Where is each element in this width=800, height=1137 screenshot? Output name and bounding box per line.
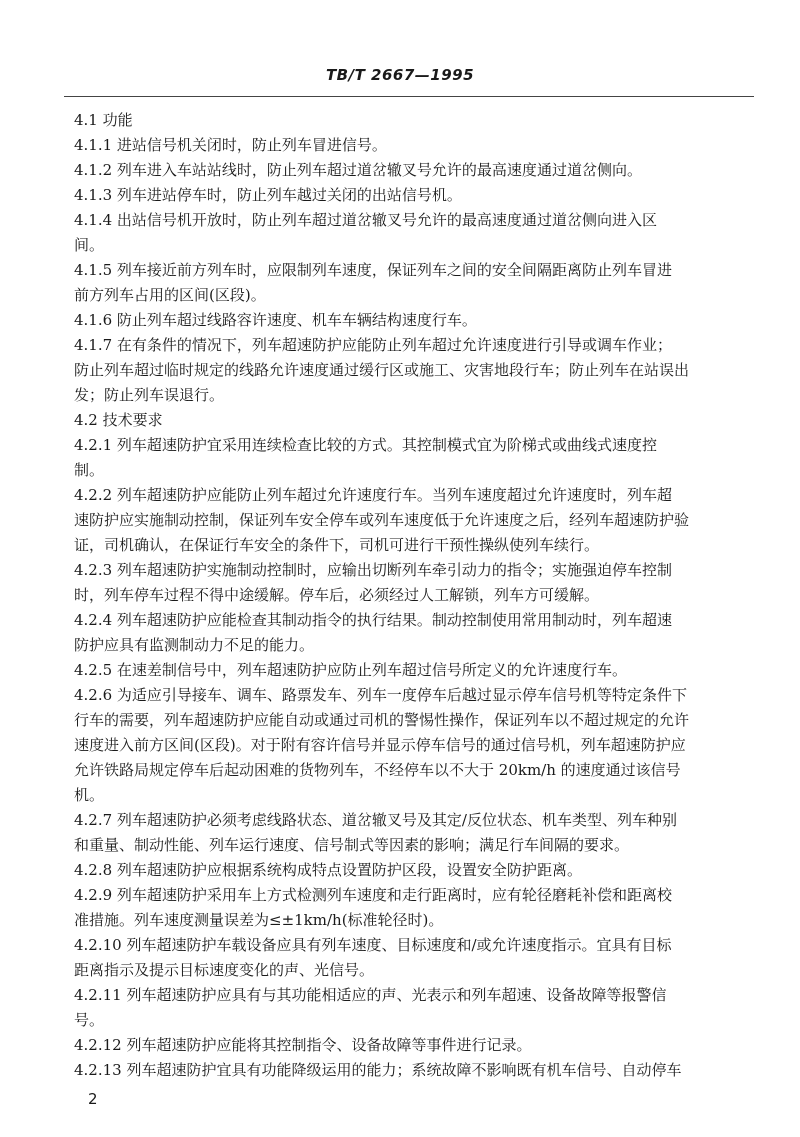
- text-line: 速度进入前方区间(区段)。对于附有容许信号并显示停车信号的通过信号机，列车超速防护应: [74, 736, 686, 754]
- text-line: 4.1 功能: [74, 111, 133, 129]
- text-line: 4.2.7 列车超速防护必须考虑线路状态、道岔辙叉号及其定/反位状态、机车类型、列车种别: [74, 811, 677, 829]
- text-line: 4.1.2 列车进入车站站线时，防止列车超过道岔辙叉号允许的最高速度通过道岔侧向。: [74, 161, 642, 179]
- text-line: 4.2.5 在速差制信号中，列车超速防护应防止列车超过信号所定义的允许速度行车。: [74, 661, 627, 679]
- text-line: 4.2 技术要求: [74, 411, 163, 429]
- text-line: 4.2.8 列车超速防护应根据系统构成特点设置防护区段，设置安全防护距离。: [74, 861, 582, 879]
- text-line: 4.1.7 在有条件的情况下，列车超速防护应能防止列车超过允许速度进行引导或调车作业；: [74, 336, 672, 354]
- text-line: 4.2.12 列车超速防护应能将其控制指令、设备故障等事件进行记录。: [74, 1036, 532, 1054]
- text-line: 4.2.6 为适应引导接车、调车、路票发车、列车一度停车后越过显示停车信号机等特定条件下: [74, 686, 687, 704]
- text-line: 和重量、制动性能、列车运行速度、信号制式等因素的影响；满足行车间隔的要求。: [74, 836, 630, 854]
- text-line: 制。: [74, 461, 105, 479]
- text-line: 允许铁路局规定停车后起动困难的货物列车，不经停车以不大于 20km/h 的速度通过该信号: [74, 761, 681, 779]
- text-line: 4.2.1 列车超速防护宜采用连续检查比较的方式。其控制模式宜为阶梯式或曲线式速度控: [74, 436, 657, 454]
- header-rule: [64, 96, 754, 97]
- text-line: 距离指示及提示目标速度变化的声、光信号。: [74, 961, 375, 979]
- text-line: 4.2.3 列车超速防护实施制动控制时，应输出切断列车牵引动力的指令；实施强迫停车控制: [74, 561, 672, 579]
- text-line: 4.1.1 进站信号机关闭时，防止列车冒进信号。: [74, 136, 387, 154]
- text-line: 速防护应实施制动控制，保证列车安全停车或列车速度低于允许速度之后，经列车超速防护验: [74, 511, 690, 529]
- text-line: 号。: [74, 1011, 105, 1029]
- text-line: 防止列车超过临时规定的线路允许速度通过缓行区或施工、灾害地段行车；防止列车在站误出: [74, 361, 690, 379]
- text-line: 发；防止列车误退行。: [74, 386, 225, 404]
- text-line: 机。: [74, 786, 105, 804]
- body-text: [74, 108, 750, 1083]
- standard-header: TB/T 2667—1995: [325, 66, 475, 84]
- text-line: 4.2.2 列车超速防护应能防止列车超过允许速度行车。当列车速度超过允许速度时，列车超: [74, 486, 672, 504]
- text-line: 4.1.5 列车接近前方列车时，应限制列车速度，保证列车之间的安全间隔距离防止列车冒进: [74, 261, 672, 279]
- text-line: 4.1.3 列车进站停车时，防止列车越过关闭的出站信号机。: [74, 186, 462, 204]
- text-line: 准措施。列车速度测量误差为≤±1km/h(标准轮径时)。: [74, 911, 444, 929]
- text-line: 4.2.4 列车超速防护应能检查其制动指令的执行结果。制动控制使用常用制动时，列车超速: [74, 611, 672, 629]
- text-line: 4.1.6 防止列车超过线路容许速度、机车车辆结构速度行车。: [74, 311, 477, 329]
- text-line: 4.2.10 列车超速防护车载设备应具有列车速度、目标速度和/或允许速度指示。宜具有目标: [74, 936, 672, 954]
- text-line: 时，列车停车过程不得中途缓解。停车后，必须经过人工解锁，列车方可缓解。: [74, 586, 600, 604]
- text-line: 4.2.9 列车超速防护采用车上方式检测列车速度和走行距离时，应有轮径磨耗补偿和距离校: [74, 886, 672, 904]
- text-line: 4.2.11 列车超速防护应具有与其功能相适应的声、光表示和列车超速、设备故障等报警信: [74, 986, 667, 1004]
- text-line: 4.2.13 列车超速防护宜具有功能降级运用的能力；系统故障不影响既有机车信号、自动停车: [74, 1061, 682, 1079]
- text-line: 防护应具有监测制动力不足的能力。: [74, 636, 315, 654]
- text-line: 证，司机确认，在保证行车安全的条件下，司机可进行干预性操纵使列车续行。: [74, 536, 600, 554]
- text-line: 行车的需要，列车超速防护应能自动或通过司机的警惕性操作，保证列车以不超过规定的允许: [74, 711, 690, 729]
- text-line: 4.1.4 出站信号机开放时，防止列车超过道岔辙叉号允许的最高速度通过道岔侧向进入区: [74, 211, 657, 229]
- text-line: 前方列车占用的区间(区段)。: [74, 286, 266, 304]
- page-number: 2: [88, 1090, 98, 1108]
- text-line: 间。: [74, 236, 105, 254]
